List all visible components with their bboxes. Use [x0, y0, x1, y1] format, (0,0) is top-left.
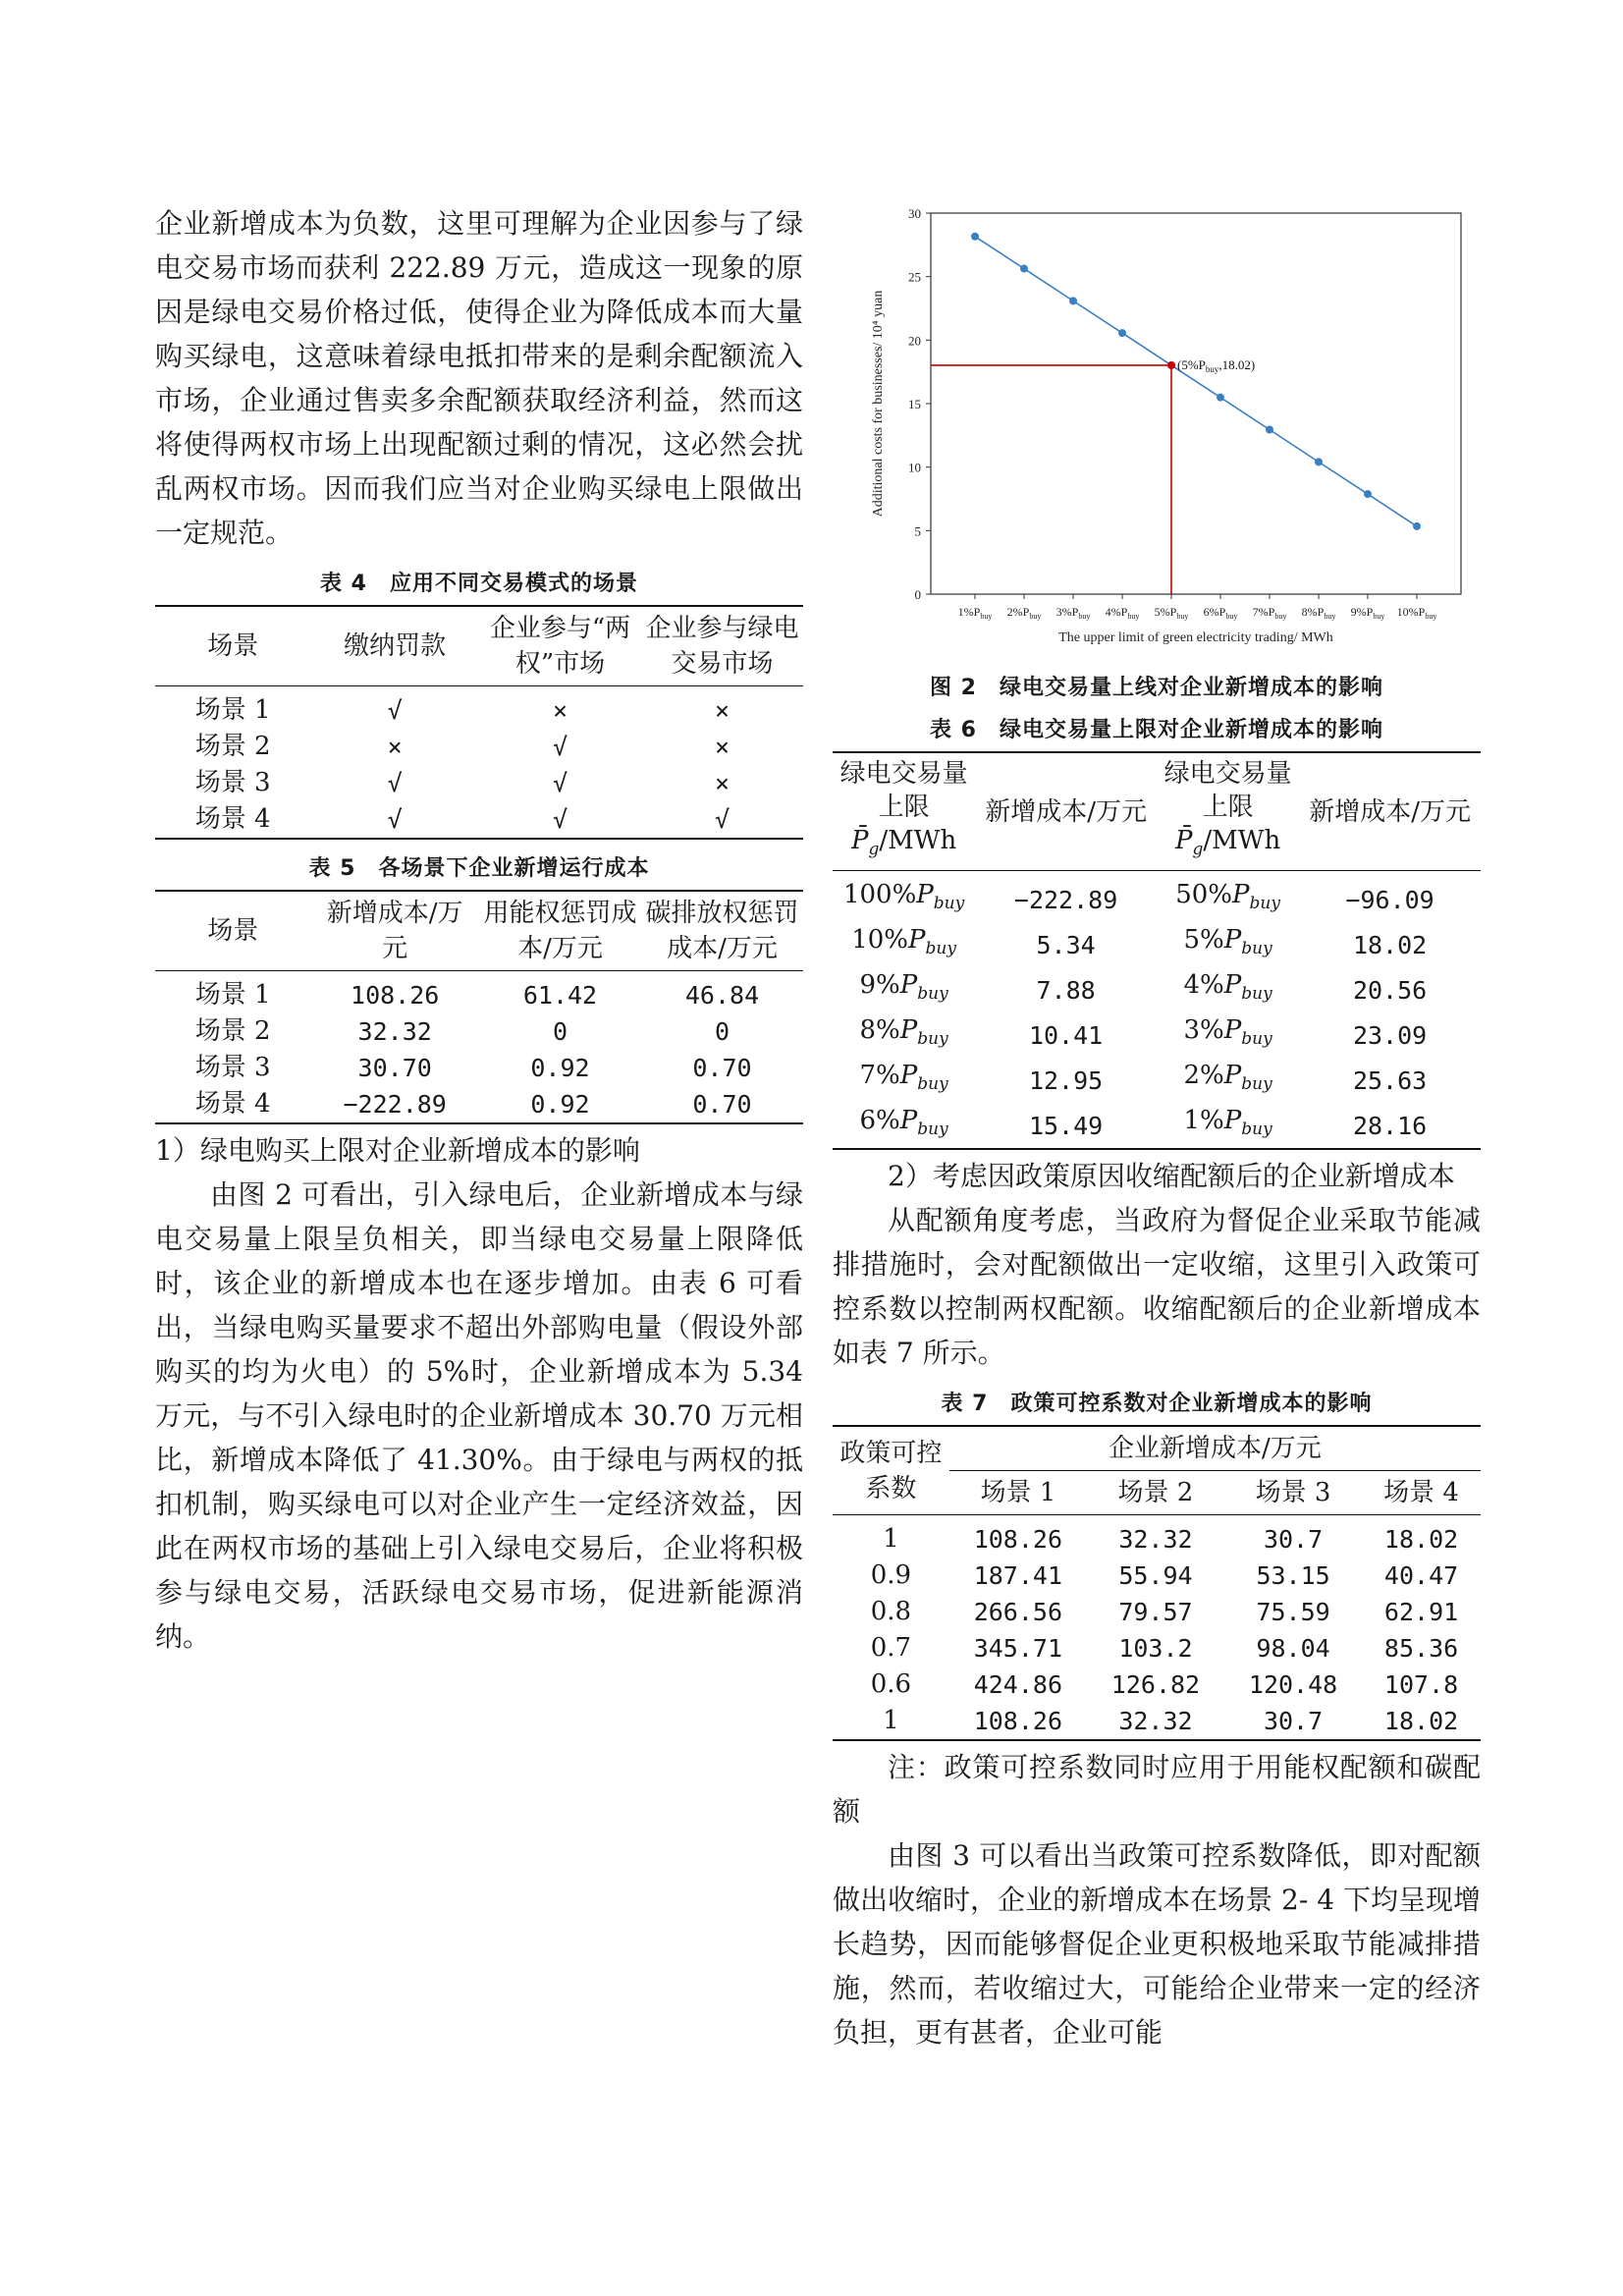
table4-cell: √ [552, 733, 568, 761]
table5-cell: 0.92 [530, 1054, 590, 1082]
table4-cell: 场景 4 [155, 801, 310, 839]
table7-cell: 266.56 [973, 1598, 1062, 1626]
table4-cell: √ [641, 801, 803, 839]
x-tick-label: $5\%P_{buy}$ [1154, 605, 1189, 621]
plot-frame [931, 213, 1461, 594]
pbuy-symbol: $P_{buy}$ [1223, 970, 1272, 1004]
table5-header-carbon: 碳排放权惩罚成本/万元 [641, 891, 803, 971]
table5-cell: 场景 3 [194, 1053, 271, 1082]
y-axis-label: Additional costs for businesses/ 10⁴ yuan [871, 290, 886, 518]
table7-cell: 126.82 [1110, 1670, 1201, 1699]
data-point [971, 233, 979, 241]
table4-header-two-rights: 企业参与“两权”市场 [479, 606, 641, 686]
table6-row [833, 871, 1481, 923]
figure-2 [833, 201, 1481, 663]
highlight-point [1167, 361, 1175, 369]
line-chart [833, 201, 1481, 663]
table6-header-unit: /MWh [1203, 826, 1281, 855]
table7-cell: 0.6 [870, 1669, 912, 1699]
table6-cell: 10.41 [1028, 1020, 1104, 1050]
pbuy-symbol: $P_{buy}$ [1223, 925, 1272, 958]
table4-header-scene: 场景 [155, 606, 310, 686]
pbuy-symbol: $P_{buy}$ [1232, 880, 1280, 913]
table6-cell [1157, 967, 1299, 1012]
table5-cell: 场景 4 [155, 1086, 310, 1123]
table6-cell [1157, 871, 1299, 923]
table7-cell: 0.8 [870, 1597, 912, 1626]
pbuy-symbol: $P_{buy}$ [1223, 1061, 1272, 1094]
x-tick-label: $2\%P_{buy}$ [1006, 605, 1042, 621]
data-point [1315, 458, 1323, 465]
table-6 [833, 751, 1481, 1150]
table6-percent: 1% [1183, 1106, 1224, 1135]
table5-row [155, 1050, 803, 1086]
table7-row [833, 1630, 1481, 1667]
table5-cell: 0 [552, 1017, 568, 1046]
table7-cell: 0.9 [870, 1560, 912, 1590]
table6-row [833, 922, 1481, 967]
table7-cell: 108.26 [949, 1703, 1087, 1740]
x-tick-label: $6\%P_{buy}$ [1203, 605, 1238, 621]
table5-row [155, 1086, 803, 1123]
table4-cell: × [387, 733, 403, 761]
y-tick-label: 15 [908, 397, 921, 411]
table4-cell: × [714, 733, 730, 761]
table7-subheader-scene3: 场景 3 [1224, 1471, 1362, 1515]
table5-cell: 场景 2 [194, 1016, 271, 1046]
table7-cell: 1 [883, 1524, 899, 1554]
x-tick-label: $3\%P_{buy}$ [1055, 605, 1091, 621]
heading-2: 2）考虑因政策原因收缩配额后的企业新增成本 [888, 1160, 1455, 1192]
table7-cell: 55.94 [1118, 1561, 1193, 1590]
table4-row [155, 801, 803, 839]
table6-header-limit-label: 绿电交易量上限 [839, 759, 968, 822]
table4-cell: 场景 1 [194, 695, 271, 725]
table7-cell: 30.7 [1224, 1703, 1362, 1740]
data-point [1020, 265, 1028, 273]
table6-cell: −222.89 [1013, 885, 1118, 914]
table6-body [833, 871, 1481, 1150]
table7-cell: 108.26 [973, 1525, 1062, 1554]
table7-note: 注：政策可控系数同时应用于用能权配额和碳配额 [833, 1751, 1481, 1828]
table7-cell: 424.86 [973, 1670, 1062, 1699]
table5-cell: 46.84 [684, 981, 760, 1010]
table7-cell: 75.59 [1256, 1598, 1330, 1626]
table4-cell: √ [387, 769, 403, 797]
pbuy-symbol: $P_{buy}$ [899, 1061, 948, 1094]
table7-cell: 345.71 [973, 1634, 1062, 1663]
table5-row [155, 971, 803, 1014]
table6-cell [1157, 1058, 1299, 1103]
table6-percent: 10% [851, 925, 909, 955]
table6-header-limit-2 [1157, 752, 1299, 871]
table6-row [833, 1103, 1481, 1149]
pbuy-symbol: $P_{buy}$ [899, 1015, 948, 1049]
table7-row [833, 1667, 1481, 1703]
table7-cell: 40.47 [1383, 1561, 1459, 1590]
table5-row [155, 1013, 803, 1050]
table5-cell: 场景 1 [194, 980, 271, 1010]
table6-percent: 7% [859, 1061, 900, 1090]
table4-cell: × [552, 696, 568, 725]
table7-subheader-scene4: 场景 4 [1362, 1471, 1481, 1515]
heading-1: 1）绿电购买上限对企业新增成本的影响 [155, 1134, 640, 1167]
table4-cell: × [714, 769, 730, 797]
x-tick-label: $7\%P_{buy}$ [1252, 605, 1287, 621]
table6-row [833, 1058, 1481, 1103]
table5-cell: 0.92 [479, 1086, 641, 1123]
table4-cell: × [714, 696, 730, 725]
paragraph-2: 由图 2 可看出，引入绿电后，企业新增成本与绿电交易量上限呈负相关，即当绿电交易量上限降低时，该企业的新增成本也在逐步增加。由表 6 可看出，当绿电购买量要求不超出外部购电量（假设外部购买的均为火电）的 5%时，企业新增成本为 5.34 万元，与不引入绿电时的企业新增成本 30.70 万元相比，新增成本降低了 41.30%。由于绿电与两权的抵扣机制，购买绿电可以对企业产生一定经济效益，因此在两权市场的基础上引入绿电交易后，企业将积极参与绿电交易，活跃绿电交易市场，促进新能源消纳。 [155, 1178, 803, 1653]
paragraph-3: 从配额角度考虑，当政府为督促企业采取节能减排措施时，会对配额做出一定收缩，这里引入政策可控系数以控制两权配额。收缩配额后的企业新增成本如表 7 所示。 [833, 1204, 1481, 1369]
y-tick-label: 20 [908, 333, 921, 349]
table7-caption: 表 7 政策可控系数对企业新增成本的影响 [941, 1392, 1373, 1416]
pbuy-symbol: $P_{buy}$ [908, 925, 956, 958]
table7-header-coefficient: 政策可控系数 [833, 1426, 949, 1515]
table7-subheader-scene1: 场景 1 [949, 1471, 1087, 1515]
table6-cell: 7.88 [1036, 975, 1096, 1005]
table7-cell: 32.32 [1087, 1703, 1224, 1740]
table6-percent: 2% [1183, 1061, 1224, 1090]
table4-caption: 表 4 应用不同交易模式的场景 [320, 572, 638, 596]
table6-cell: 5.34 [1036, 930, 1096, 959]
table5-header-energy: 用能权惩罚成本/万元 [479, 891, 641, 971]
table5-cell: 0 [714, 1017, 730, 1046]
table7-cell: 1 [833, 1703, 949, 1740]
table6-cell: 23.09 [1352, 1020, 1428, 1050]
table6-percent: 9% [859, 970, 900, 1000]
table6-cell: 12.95 [1028, 1066, 1104, 1095]
x-tick-label: $4\%P_{buy}$ [1105, 605, 1140, 621]
y-tick-label: 0 [914, 587, 921, 602]
table7-cell: 98.04 [1256, 1634, 1330, 1663]
table4-cell: √ [387, 696, 403, 725]
table7-cell: 18.02 [1362, 1703, 1481, 1740]
data-point [1364, 490, 1372, 498]
data-point [1266, 426, 1273, 434]
table6-percent: 4% [1183, 970, 1224, 1000]
x-tick-label: $1\%P_{buy}$ [957, 605, 993, 621]
series-line [975, 237, 1417, 526]
table5-caption: 表 5 各场景下企业新增运行成本 [308, 856, 650, 881]
pbuy-symbol: $P_{buy}$ [899, 970, 948, 1004]
table6-percent: 6% [859, 1106, 900, 1135]
paragraph-1: 企业新增成本为负数，这里可理解为企业因参与了绿电交易市场而获利 222.89 万元，造成这一现象的原因是绿电交易价格过低，使得企业为降低成本而大量购买绿电，这意味着绿电抵扣带来的是剩余配额流入市场，企业通过售卖多余配额获取经济利益，然而这将使得两权市场上出现配额过剩的情况，这必然会扰乱两权市场。因而我们应当对企业购买绿电上限做出一定规范。 [155, 207, 803, 549]
annotation-label: $(5\%P_{buy},18.02)$ [1177, 356, 1256, 374]
table-5 [155, 890, 803, 1124]
table6-percent: 8% [859, 1015, 900, 1045]
left-column [155, 201, 803, 1659]
pbuy-symbol: $P_{buy}$ [899, 1106, 948, 1139]
table6-percent: 3% [1183, 1015, 1224, 1045]
x-tick-label: $8\%P_{buy}$ [1301, 605, 1336, 621]
table6-header-cost-1: 新增成本/万元 [975, 752, 1157, 871]
data-point [1217, 394, 1224, 402]
table6-cell [833, 1103, 975, 1149]
y-tick-label: 5 [914, 523, 921, 539]
pg-symbol: $P̄_g$ [850, 826, 880, 859]
table6-row [833, 1012, 1481, 1058]
table6-cell: 25.63 [1352, 1066, 1428, 1095]
x-axis-label: The upper limit of green electricity trading/ MWh [1058, 630, 1333, 645]
table7-row [833, 1594, 1481, 1630]
table-7 [833, 1425, 1481, 1741]
table7-cell: 103.2 [1118, 1634, 1193, 1663]
right-column [833, 201, 1481, 2054]
table7-header-group: 企业新增成本/万元 [949, 1426, 1481, 1471]
data-point [1069, 297, 1077, 304]
table5-cell: 32.32 [357, 1017, 432, 1046]
data-point [1118, 329, 1126, 337]
table7-row [833, 1703, 1481, 1740]
table6-cell [1157, 1012, 1299, 1058]
table5-header-scene: 场景 [155, 891, 310, 971]
table5-cell: 61.42 [522, 981, 598, 1010]
x-tick-label: $10\%P_{buy}$ [1396, 605, 1437, 621]
x-tick-label: $9\%P_{buy}$ [1350, 605, 1385, 621]
paragraph-4: 由图 3 可以看出当政策可控系数降低，即对配额做出收缩时，企业的新增成本在场景 2- 4 下均呈现增长趋势，因而能够督促企业更积极地采取节能减排措施，然而，若收缩过大，可能给企业带来一定的经济负担，更有甚者，企业可能 [833, 1839, 1481, 2049]
table7-cell: 18.02 [1383, 1525, 1459, 1554]
table4-row [155, 765, 803, 801]
table5-cell: 0.70 [692, 1054, 752, 1082]
table6-cell: 15.49 [975, 1103, 1157, 1149]
pbuy-symbol: $P_{buy}$ [1223, 1015, 1272, 1049]
table7-cell: 79.57 [1118, 1598, 1193, 1626]
table7-cell: 107.8 [1383, 1670, 1459, 1699]
table4-cell: √ [552, 769, 568, 797]
table-4 [155, 605, 803, 840]
table6-cell: −96.09 [1345, 885, 1434, 914]
table6-cell: 20.56 [1352, 975, 1428, 1005]
pbuy-symbol: $P_{buy}$ [1223, 1106, 1272, 1139]
table4-row [155, 686, 803, 730]
table6-header-cost-2: 新增成本/万元 [1299, 752, 1481, 871]
table6-cell [833, 967, 975, 1012]
table6-row [833, 967, 1481, 1012]
y-tick-label: 25 [908, 269, 921, 285]
table4-cell: √ [479, 801, 641, 839]
table4-cell: 场景 3 [194, 768, 271, 797]
pbuy-symbol: $P_{buy}$ [916, 880, 965, 913]
table7-cell: 120.48 [1248, 1670, 1338, 1699]
table6-header-limit-label: 绿电交易量上限 [1163, 759, 1292, 822]
table6-cell [833, 1012, 975, 1058]
table4-row [155, 729, 803, 765]
table5-header-cost: 新增成本/万元 [310, 891, 479, 971]
table4-cell: √ [310, 801, 479, 839]
table6-cell: 28.16 [1299, 1103, 1481, 1149]
table5-cell: 108.26 [351, 981, 440, 1010]
chart-svg [833, 201, 1481, 663]
table5-cell: 30.70 [357, 1054, 432, 1082]
table7-cell: 187.41 [973, 1561, 1062, 1590]
table6-percent: 50% [1175, 880, 1232, 909]
table6-percent: 5% [1183, 925, 1224, 955]
table7-subheader-scene2: 场景 2 [1087, 1471, 1224, 1515]
table7-body [833, 1515, 1481, 1741]
table7-row [833, 1515, 1481, 1558]
table7-cell: 30.7 [1263, 1525, 1324, 1554]
table6-header-unit: /MWh [879, 826, 957, 855]
table7-cell: 53.15 [1256, 1561, 1330, 1590]
table4-header-green: 企业参与绿电交易市场 [641, 606, 803, 686]
table6-cell [1157, 1103, 1299, 1149]
table6-header-limit-1 [833, 752, 975, 871]
table7-row [833, 1558, 1481, 1594]
figure2-caption: 图 2 绿电交易量上线对企业新增成本的影响 [930, 676, 1383, 700]
table6-cell [833, 922, 975, 967]
table6-cell [833, 1058, 975, 1103]
table7-cell: 32.32 [1118, 1525, 1193, 1554]
table6-percent: 100% [842, 880, 917, 909]
table6-cell [1157, 922, 1299, 967]
table5-body [155, 971, 803, 1124]
table4-body [155, 686, 803, 840]
pg-symbol: $P̄_g$ [1174, 826, 1204, 859]
table4-header-penalty: 缴纳罚款 [310, 606, 479, 686]
table7-cell: 62.91 [1383, 1598, 1459, 1626]
y-tick-label: 10 [908, 460, 921, 475]
y-tick-label: 30 [908, 206, 921, 221]
table6-cell [833, 871, 975, 923]
table5-cell: −222.89 [310, 1086, 479, 1123]
table7-cell: 85.36 [1383, 1634, 1459, 1663]
data-point [1413, 522, 1421, 530]
table4-cell: 场景 2 [194, 732, 271, 761]
table6-cell: 18.02 [1352, 930, 1428, 959]
table7-cell: 0.7 [870, 1633, 912, 1663]
table6-caption: 表 6 绿电交易量上限对企业新增成本的影响 [930, 718, 1383, 742]
table5-cell: 0.70 [641, 1086, 803, 1123]
